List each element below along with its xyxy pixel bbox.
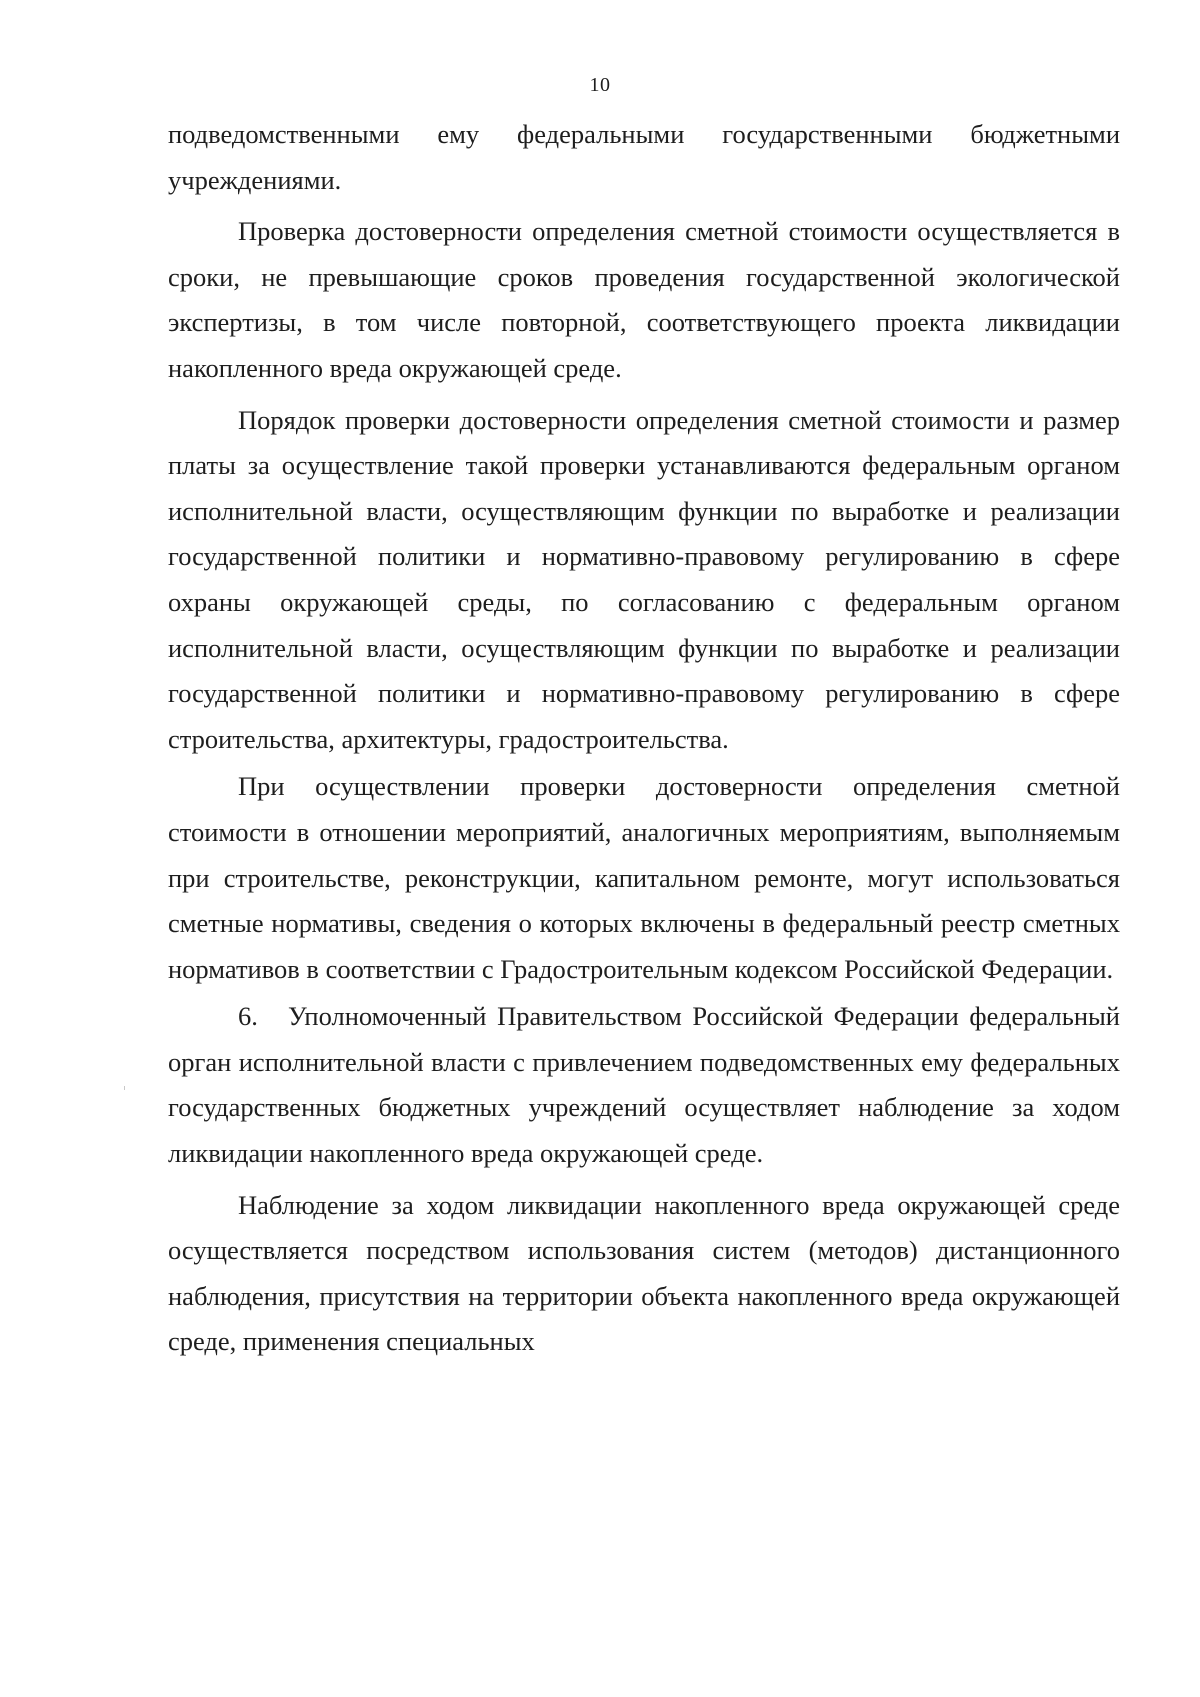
paragraph-estimate-norms: При осуществлении проверки достоверности определения сметной стоимости в отношении мероприятий, аналогичных мероприятиям, выполняемым при строительстве, реконструкции, капитальном ремонте, могут использоваться сметные нормативы, сведения о которых включены в федеральный реестр сметных нормативов в соответствии с Градостроительным кодексом Российской Федерации. [168,771,1120,984]
scan-artifact [124,1086,125,1090]
page-number: 10 [589,74,611,96]
paragraph-monitoring: Наблюдение за ходом ликвидации накопленного вреда окружающей среде осуществляется посредством использования систем (методов) дистанционного наблюдения, присутствия на территории объекта накопленного вреда окружающей среде, применения специальных [168,1189,1120,1357]
paragraph-verification-procedure: Порядок проверки достоверности определения сметной стоимости и размер платы за осуществление такой проверки устанавливаются федеральным органом исполнительной власти, осуществляющим функции по выработке и реализации государственной политики и нормативно-правовому регулированию в сфере охраны окружающей среды, по согласованию с федеральным органом исполнительной власти, осуществляющим функции по выработке и реализации государственной политики и нормативно-правовому регулированию в сфере строительства, архитектуры, градостроительства. [168,404,1120,754]
item-number: 6. [238,1001,258,1032]
paragraph-verification-term: Проверка достоверности определения сметной стоимости осуществляется в сроки, не превышающие сроков проведения государственной экологической экспертизы, в том числе повторной, соответствующего проекта ликвидации накопленного вреда окружающей среде. [168,216,1120,383]
paragraph-item-6 [168,994,1120,1176]
paragraph-continuation: подведомственными ему федеральными государственными бюджетными учреждениями. [168,119,1120,195]
document-body [168,112,1120,1365]
item-6-text: Уполномоченный Правительством Российской Федерации федеральный орган исполнительной власти с привлечением подведомственных ему федеральных государственных бюджетных учреждений осуществляет наблюдение за ходом ликвидации накопленного вреда окружающей среде. [168,1001,1120,1169]
